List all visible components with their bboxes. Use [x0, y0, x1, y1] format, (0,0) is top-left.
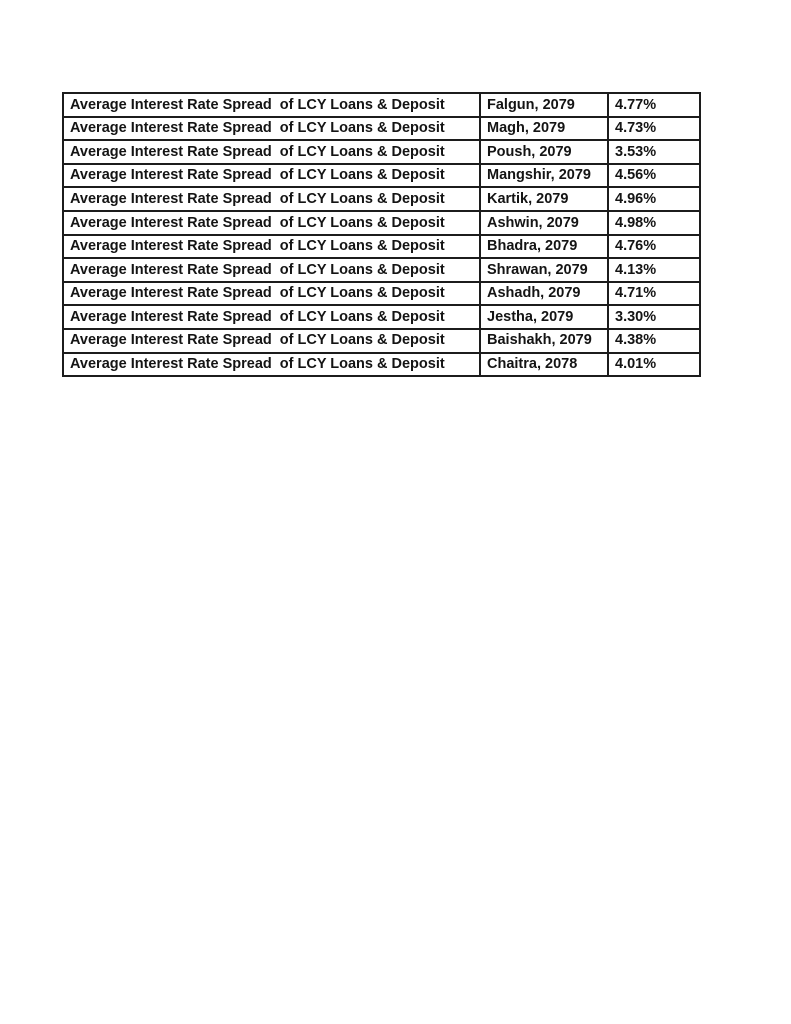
period-cell: Jestha, 2079	[480, 305, 608, 329]
period-cell: Chaitra, 2078	[480, 353, 608, 377]
table-row	[63, 164, 700, 188]
value-cell: 3.30%	[608, 305, 700, 329]
value-cell: 4.01%	[608, 353, 700, 377]
interest-rate-spread-table	[62, 92, 701, 377]
metric-cell: Average Interest Rate Spread of LCY Loans & Deposit	[63, 211, 480, 235]
value-cell: 4.13%	[608, 258, 700, 282]
metric-cell: Average Interest Rate Spread of LCY Loans & Deposit	[63, 140, 480, 164]
metric-cell: Average Interest Rate Spread of LCY Loans & Deposit	[63, 282, 480, 306]
table-row	[63, 93, 700, 117]
value-cell: 4.56%	[608, 164, 700, 188]
period-cell: Ashwin, 2079	[480, 211, 608, 235]
table-row	[63, 282, 700, 306]
period-cell: Ashadh, 2079	[480, 282, 608, 306]
table-row	[63, 187, 700, 211]
period-cell: Bhadra, 2079	[480, 235, 608, 259]
table-row	[63, 329, 700, 353]
metric-cell: Average Interest Rate Spread of LCY Loans & Deposit	[63, 353, 480, 377]
metric-cell: Average Interest Rate Spread of LCY Loans & Deposit	[63, 235, 480, 259]
value-cell: 4.96%	[608, 187, 700, 211]
period-cell: Baishakh, 2079	[480, 329, 608, 353]
value-cell: 4.73%	[608, 117, 700, 141]
metric-cell: Average Interest Rate Spread of LCY Loans & Deposit	[63, 117, 480, 141]
value-cell: 3.53%	[608, 140, 700, 164]
table-row	[63, 140, 700, 164]
value-cell: 4.77%	[608, 93, 700, 117]
table-row	[63, 305, 700, 329]
table-row	[63, 235, 700, 259]
period-cell: Poush, 2079	[480, 140, 608, 164]
data-table	[62, 92, 701, 377]
period-cell: Mangshir, 2079	[480, 164, 608, 188]
value-cell: 4.98%	[608, 211, 700, 235]
table-row	[63, 211, 700, 235]
table-row	[63, 117, 700, 141]
metric-cell: Average Interest Rate Spread of LCY Loans & Deposit	[63, 93, 480, 117]
value-cell: 4.76%	[608, 235, 700, 259]
period-cell: Shrawan, 2079	[480, 258, 608, 282]
metric-cell: Average Interest Rate Spread of LCY Loans & Deposit	[63, 187, 480, 211]
period-cell: Kartik, 2079	[480, 187, 608, 211]
metric-cell: Average Interest Rate Spread of LCY Loans & Deposit	[63, 258, 480, 282]
metric-cell: Average Interest Rate Spread of LCY Loans & Deposit	[63, 329, 480, 353]
value-cell: 4.38%	[608, 329, 700, 353]
metric-cell: Average Interest Rate Spread of LCY Loans & Deposit	[63, 164, 480, 188]
period-cell: Magh, 2079	[480, 117, 608, 141]
period-cell: Falgun, 2079	[480, 93, 608, 117]
table-row	[63, 258, 700, 282]
table-row	[63, 353, 700, 377]
metric-cell: Average Interest Rate Spread of LCY Loans & Deposit	[63, 305, 480, 329]
value-cell: 4.71%	[608, 282, 700, 306]
